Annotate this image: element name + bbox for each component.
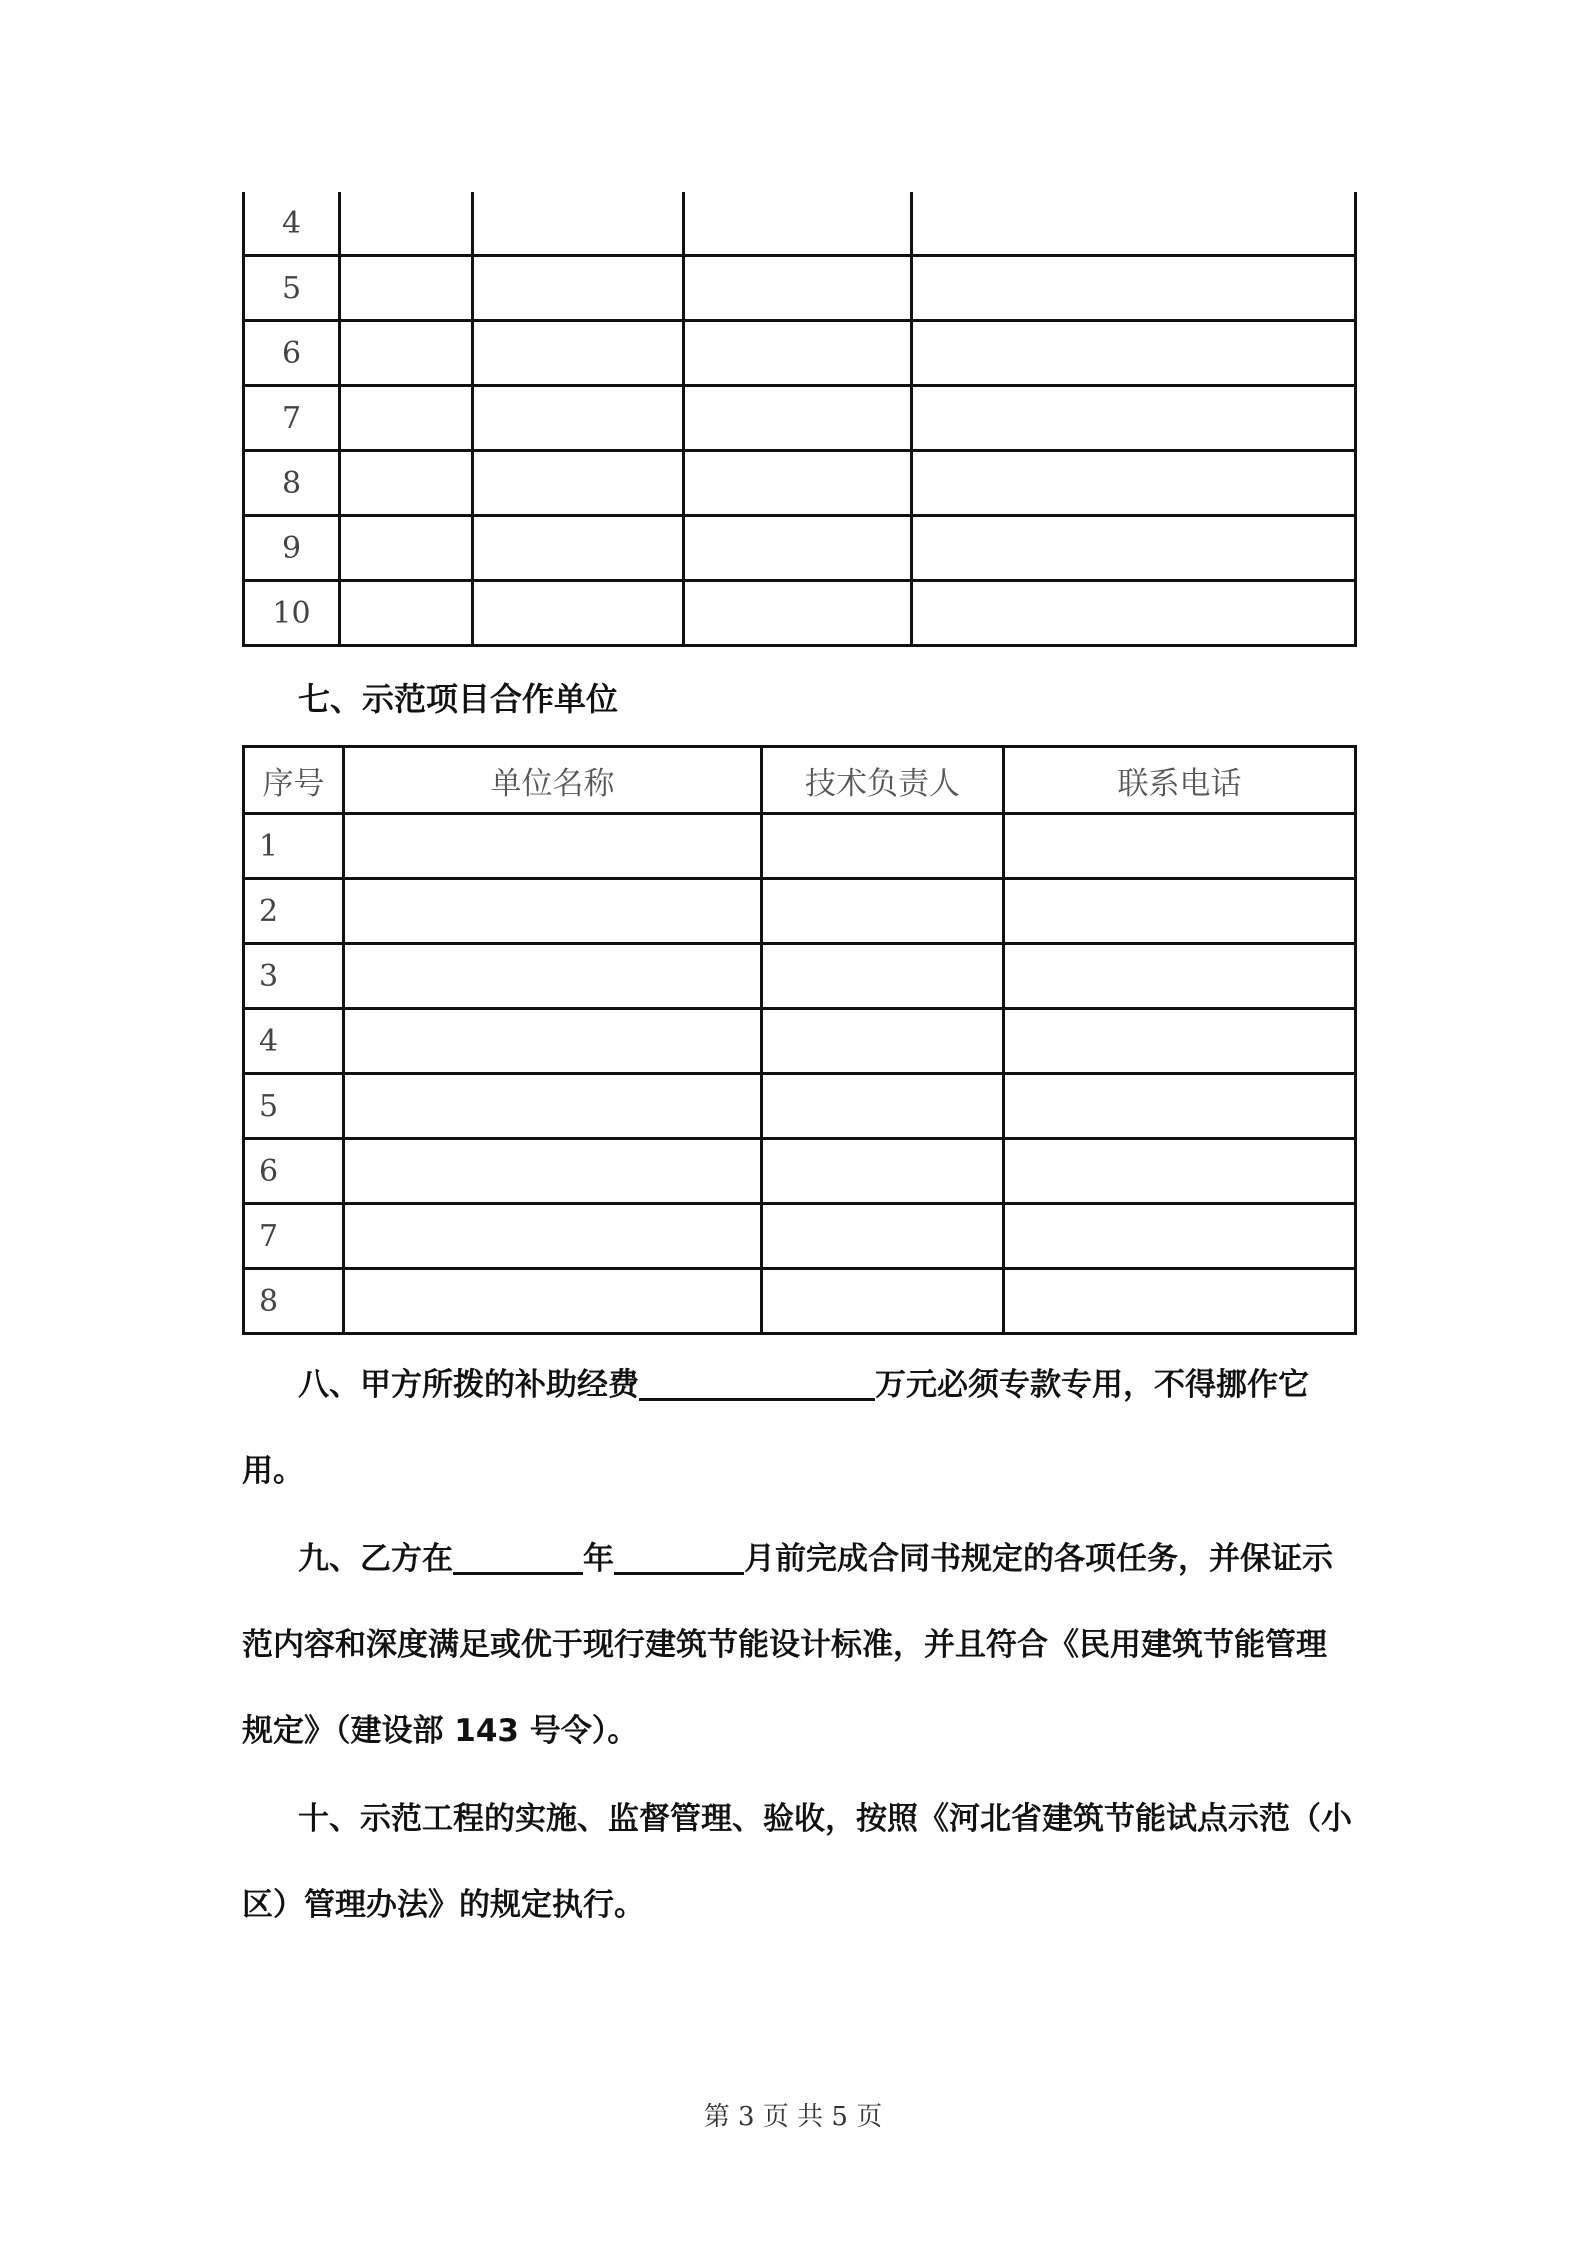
row-number: 10 xyxy=(244,581,340,646)
table-row xyxy=(244,944,1356,1009)
clause-eight-text-a: 八、甲方所拨的补助经费 xyxy=(298,1367,639,1403)
upper-table xyxy=(242,192,1357,647)
header-phone: 联系电话 xyxy=(1004,747,1356,814)
table-row xyxy=(244,451,1356,516)
clause-nine-text-c: 月前完成合同书规定的各项任务，并保证示范内容和深度满足或优于现行建筑节能设计标准，并且符合《民用建筑节能管理规定》（建设部 143 号令）。 xyxy=(242,1541,1333,1749)
table-row xyxy=(244,1269,1356,1334)
table-row xyxy=(244,386,1356,451)
year-blank xyxy=(453,1540,583,1575)
table-row xyxy=(244,1139,1356,1204)
clause-nine-text-a: 九、乙方在 xyxy=(298,1541,453,1577)
table-row xyxy=(244,1074,1356,1139)
clause-eight-text-b: 万元必须专款专用，不得挪作它用。 xyxy=(242,1367,1309,1489)
table-row xyxy=(244,581,1356,646)
row-number: 5 xyxy=(244,1074,344,1139)
table-row xyxy=(244,256,1356,321)
row-number: 6 xyxy=(244,1139,344,1204)
table-row xyxy=(244,879,1356,944)
row-number: 3 xyxy=(244,944,344,1009)
partner-units-table xyxy=(242,745,1357,1335)
row-number: 9 xyxy=(244,516,340,581)
page-footer: 第 3 页 共 5 页 xyxy=(703,2102,883,2132)
row-number: 4 xyxy=(244,192,340,256)
section-title: 七、示范项目合作单位 xyxy=(298,680,619,718)
clause-eight xyxy=(242,1342,1354,1514)
table-header-row xyxy=(244,747,1356,814)
table-row xyxy=(244,321,1356,386)
row-number: 7 xyxy=(244,1204,344,1269)
clause-nine xyxy=(242,1516,1354,1774)
amount-blank xyxy=(639,1366,875,1401)
row-number: 7 xyxy=(244,386,340,451)
table-row xyxy=(244,516,1356,581)
row-number: 8 xyxy=(244,451,340,516)
header-tech-lead: 技术负责人 xyxy=(762,747,1004,814)
clause-nine-text-b: 年 xyxy=(583,1541,614,1577)
table-row xyxy=(244,1204,1356,1269)
row-number: 6 xyxy=(244,321,340,386)
clause-ten xyxy=(242,1776,1354,1948)
row-number: 4 xyxy=(244,1009,344,1074)
header-unit-name: 单位名称 xyxy=(344,747,762,814)
table-row xyxy=(244,814,1356,879)
row-number: 1 xyxy=(244,814,344,879)
header-serial: 序号 xyxy=(244,747,344,814)
clause-ten-text: 十、示范工程的实施、监督管理、验收，按照《河北省建筑节能试点示范（小区）管理办法》的规定执行。 xyxy=(242,1801,1352,1923)
month-blank xyxy=(614,1540,744,1575)
row-number: 8 xyxy=(244,1269,344,1334)
row-number: 2 xyxy=(244,879,344,944)
row-number: 5 xyxy=(244,256,340,321)
table-row xyxy=(244,1009,1356,1074)
table-row xyxy=(244,192,1356,256)
